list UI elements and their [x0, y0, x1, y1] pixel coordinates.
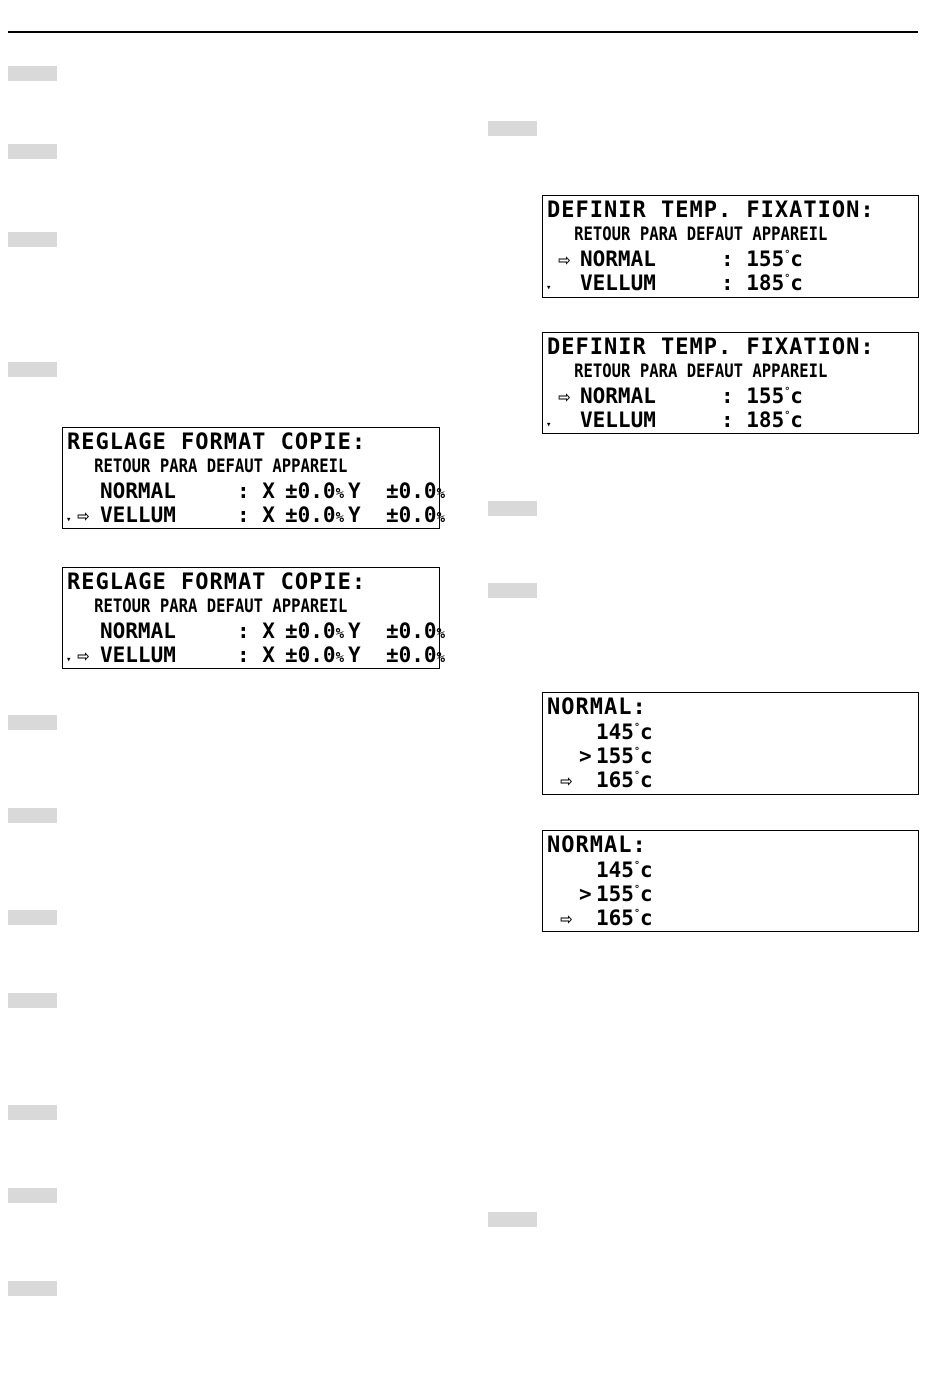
- lcd-y-value: ±0.0%: [386, 619, 446, 643]
- lcd-temp-screen-1: [542, 195, 919, 298]
- scroll-down-icon: ▾: [546, 420, 552, 430]
- lcd-x-value: ±0.0%: [285, 643, 345, 667]
- step-tab: [8, 144, 57, 159]
- lcd-row-label: NORMAL: [580, 247, 656, 271]
- step-tab: [8, 910, 57, 925]
- lcd-title: REGLAGE FORMAT COPIE:: [67, 430, 367, 455]
- lcd-title: REGLAGE FORMAT COPIE:: [67, 570, 367, 595]
- step-tab: [8, 993, 57, 1008]
- lcd-y-label: Y: [348, 479, 361, 503]
- step-tab: [488, 121, 537, 136]
- lcd-y-label: Y: [348, 619, 361, 643]
- lcd-temp-option: 165°c: [596, 906, 653, 930]
- header-rule: [8, 31, 918, 33]
- lcd-temp-value: : 185°c: [721, 408, 803, 432]
- lcd-x-value: ±0.0%: [285, 503, 345, 527]
- lcd-y-value: ±0.0%: [386, 479, 446, 503]
- lcd-row-label: NORMAL: [100, 619, 176, 643]
- cursor-arrow-icon: ⇨: [560, 768, 573, 792]
- lcd-x-label: : X: [237, 643, 275, 667]
- lcd-row-label: VELLUM: [100, 503, 176, 527]
- lcd-subtitle: RETOUR PARA DEFAUT APPAREIL: [574, 223, 828, 245]
- lcd-title: NORMAL:: [547, 833, 647, 858]
- lcd-format-screen-2: [62, 567, 446, 669]
- lcd-x-label: : X: [237, 503, 275, 527]
- lcd-title: DEFINIR TEMP. FIXATION:: [547, 198, 875, 223]
- lcd-y-label: Y: [348, 503, 361, 527]
- lcd-temp-option: 155°c: [596, 882, 653, 906]
- step-tab: [8, 1281, 57, 1296]
- lcd-temp-value: : 155°c: [721, 384, 803, 408]
- step-tab: [488, 1212, 537, 1227]
- lcd-row-label: VELLUM: [580, 271, 656, 295]
- current-marker-icon: >: [579, 744, 592, 768]
- scroll-down-icon: ▾: [66, 515, 72, 525]
- cursor-arrow-icon: ⇨: [558, 384, 571, 408]
- lcd-subtitle: RETOUR PARA DEFAUT APPAREIL: [94, 595, 348, 617]
- step-tab: [8, 1188, 57, 1203]
- lcd-title: NORMAL:: [547, 695, 647, 720]
- cursor-arrow-icon: ⇨: [77, 503, 90, 527]
- lcd-title: DEFINIR TEMP. FIXATION:: [547, 335, 875, 360]
- cursor-arrow-icon: ⇨: [560, 906, 573, 930]
- scroll-down-icon: ▾: [546, 283, 552, 293]
- lcd-temp-value: : 185°c: [721, 271, 803, 295]
- lcd-temp-value: : 155°c: [721, 247, 803, 271]
- lcd-temp-screen-2: [542, 332, 919, 434]
- step-tab: [8, 232, 57, 247]
- step-tab: [8, 715, 57, 730]
- lcd-row-label: VELLUM: [580, 408, 656, 432]
- lcd-x-label: : X: [237, 479, 275, 503]
- lcd-temp-option: 145°c: [596, 858, 653, 882]
- cursor-arrow-icon: ⇨: [558, 247, 571, 271]
- lcd-format-screen-1: [62, 427, 446, 529]
- step-tab: [8, 66, 57, 81]
- lcd-x-value: ±0.0%: [285, 619, 345, 643]
- lcd-y-value: ±0.0%: [386, 643, 446, 667]
- lcd-temp-option: 165°c: [596, 768, 653, 792]
- step-tab: [8, 808, 57, 823]
- step-tab: [8, 362, 57, 377]
- lcd-subtitle: RETOUR PARA DEFAUT APPAREIL: [94, 455, 348, 477]
- lcd-y-label: Y: [348, 643, 361, 667]
- lcd-temp-option: 145°c: [596, 720, 653, 744]
- step-tab: [8, 1105, 57, 1120]
- scroll-down-icon: ▾: [66, 655, 72, 665]
- step-tab: [488, 501, 537, 516]
- cursor-arrow-icon: ⇨: [77, 643, 90, 667]
- lcd-row-label: NORMAL: [580, 384, 656, 408]
- lcd-normal-screen-2: [542, 830, 919, 932]
- lcd-row-label: NORMAL: [100, 479, 176, 503]
- lcd-row-label: VELLUM: [100, 643, 176, 667]
- step-tab: [488, 583, 537, 598]
- lcd-normal-screen-1: [542, 692, 919, 795]
- lcd-x-label: : X: [237, 619, 275, 643]
- lcd-temp-option: 155°c: [596, 744, 653, 768]
- current-marker-icon: >: [579, 882, 592, 906]
- lcd-x-value: ±0.0%: [285, 479, 345, 503]
- lcd-subtitle: RETOUR PARA DEFAUT APPAREIL: [574, 360, 828, 382]
- lcd-y-value: ±0.0%: [386, 503, 446, 527]
